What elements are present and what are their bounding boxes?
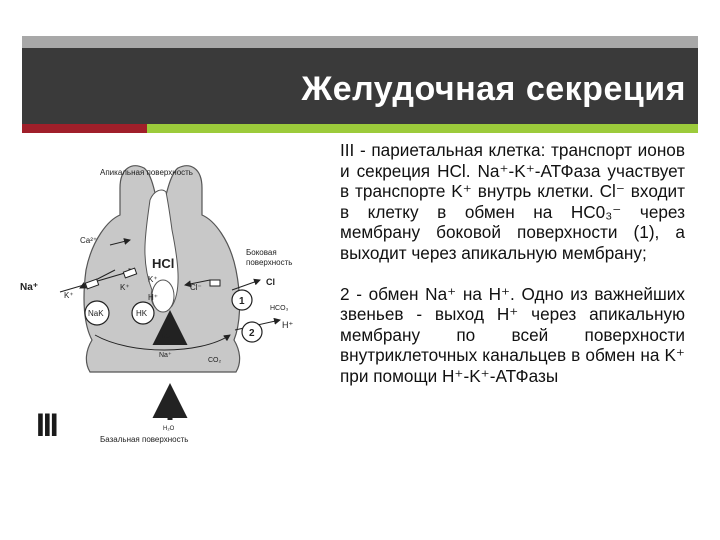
nak-label: NaK [88, 309, 104, 318]
num1-label: 1 [239, 296, 245, 307]
k-left-label: K⁺ [64, 291, 74, 300]
channel-3 [210, 280, 220, 286]
roman-numeral-label: III [36, 407, 57, 443]
slide-title: Желудочная секреция [301, 70, 686, 108]
k-inner-label: K⁺ [120, 283, 130, 292]
h2o-bottom-label: H₂O [163, 426, 175, 432]
accent-red-bar [22, 124, 147, 133]
hcl-label: HCl [152, 256, 175, 271]
paragraph-2: 2 - обмен Na⁺ на H⁺. Одно из важнейших звеньев - выход H⁺ через апикальную мембрану по всей поверхности внутриклеточных канальцев в обмен на K⁺ при помощи H⁺-K⁺-АТФазы [340, 283, 685, 386]
lateral-label-2: поверхность [246, 258, 293, 267]
accent-green-bar [147, 124, 698, 133]
title-bar [22, 48, 698, 124]
co2-label: CO₂ [208, 357, 222, 364]
h-inner-label: H⁺ [148, 293, 158, 302]
cl-inner-label: Cl⁻ [190, 283, 202, 292]
basal-label: Базальная поверхность [100, 435, 189, 444]
na-inner-label: Na⁺ [159, 352, 172, 359]
parietal-cell-svg [20, 140, 312, 450]
top-strip [22, 36, 698, 48]
parietal-cell-diagram [20, 140, 312, 450]
na-left-label: Na⁺ [20, 282, 39, 293]
apical-label: Апикальная поверхность [100, 168, 193, 177]
h-right-label: H⁺ [282, 320, 294, 330]
body-text [340, 140, 685, 387]
hk-label: HK [136, 309, 148, 318]
paragraph-1: III - париетальная клетка: транспорт ионов и секреция HCl. Na⁺-K⁺-АТФаза участвует в транспорте K⁺ внутрь клетки. Cl⁻ входит в клетку в обмен на HC0₃⁻ через мембрану боковой поверхности (1), а выходит через апикальную мембрану; [340, 140, 685, 263]
cl-right-label: Cl [266, 277, 275, 287]
h2o-inner-label: H₂O [159, 334, 171, 340]
num2-label: 2 [249, 328, 255, 339]
lateral-label-1: Боковая [246, 248, 277, 257]
hco3-label: HCO₃ [270, 305, 289, 312]
ca-label: Ca²⁺ [80, 236, 98, 245]
k-upper-label: K⁺ [148, 275, 158, 284]
